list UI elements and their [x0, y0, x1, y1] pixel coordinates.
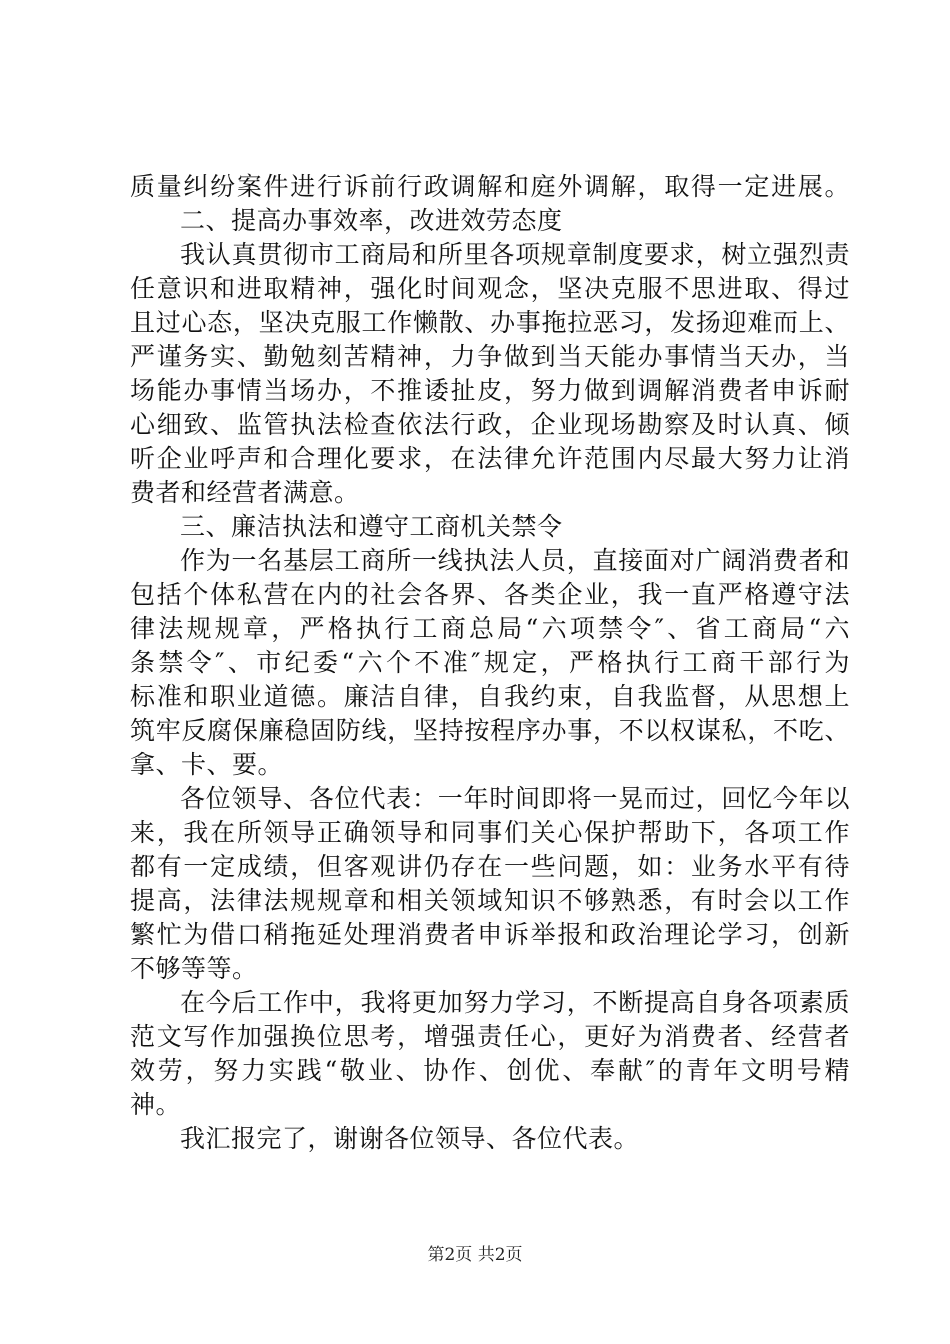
text-line: 来，我在所领导正确领导和同事们关心保护帮助下，各项工作 [130, 818, 850, 847]
text-line: 任意识和进取精神，强化时间观念，坚决克服不思进取、得过 [130, 274, 850, 303]
page-number-label: 第2页 共2页 [427, 1245, 523, 1265]
text-line: 且过心态，坚决克服工作懒散、办事拖拉恶习，发扬迎难而上、 [130, 308, 850, 337]
page-footer [0, 1243, 950, 1267]
text-line: 我认真贯彻市工商局和所里各项规章制度要求，树立强烈责 [180, 240, 850, 269]
text-line: 费者和经营者满意。 [130, 478, 360, 507]
text-line: 在今后工作中，我将更加努力学习，不断提高自身各项素质 [180, 988, 850, 1017]
text-line: 场能办事情当场办，不推诿扯皮，努力做到调解消费者申诉耐 [130, 376, 850, 405]
text-line: 提高，法律法规规章和相关领域知识不够熟悉，有时会以工作 [130, 886, 850, 915]
section-heading: 三、廉洁执法和遵守工商机关禁令 [180, 512, 563, 541]
text-line: 拿、卡、要。 [130, 750, 284, 779]
text-line: 我汇报完了，谢谢各位领导、各位代表。 [180, 1124, 640, 1153]
text-line: 神。 [130, 1090, 182, 1119]
text-line: 律法规规章，严格执行工商总局“六项禁令″、省工商局“六 [130, 614, 850, 643]
text-line: 各位领导、各位代表：一年时间即将一晃而过，回忆今年以 [180, 784, 850, 813]
text-line: 质量纠纷案件进行诉前行政调解和庭外调解，取得一定进展。 [130, 172, 850, 201]
text-line: 筑牢反腐保廉稳固防线，坚持按程序办事，不以权谋私，不吃、 [130, 716, 850, 745]
text-line: 都有一定成绩，但客观讲仍存在一些问题，如：业务水平有待 [130, 852, 850, 881]
text-line: 标准和职业道德。廉洁自律，自我约束，自我监督，从思想上 [130, 682, 850, 711]
text-line: 严谨务实、勤勉刻苦精神，力争做到当天能办事情当天办，当 [130, 342, 850, 371]
text-line: 条禁令″、市纪委“六个不准″规定，严格执行工商干部行为 [130, 648, 850, 677]
text-line: 效劳，努力实践“敬业、协作、创优、奉献″的青年文明号精 [130, 1056, 850, 1085]
document-body [130, 170, 850, 1156]
text-line: 包括个体私营在内的社会各界、各类企业，我一直严格遵守法 [130, 580, 850, 609]
text-line: 繁忙为借口稍拖延处理消费者申诉举报和政治理论学习，创新 [130, 920, 850, 949]
text-line: 不够等等。 [130, 954, 258, 983]
section-heading: 二、提高办事效率，改进效劳态度 [180, 206, 563, 235]
text-line: 作为一名基层工商所一线执法人员，直接面对广阔消费者和 [180, 546, 850, 575]
text-line: 心细致、监管执法检查依法行政，企业现场勘察及时认真、倾 [130, 410, 850, 439]
text-line: 范文写作加强换位思考，增强责任心，更好为消费者、经营者 [130, 1022, 850, 1051]
text-line: 听企业呼声和合理化要求，在法律允许范围内尽最大努力让消 [130, 444, 850, 473]
